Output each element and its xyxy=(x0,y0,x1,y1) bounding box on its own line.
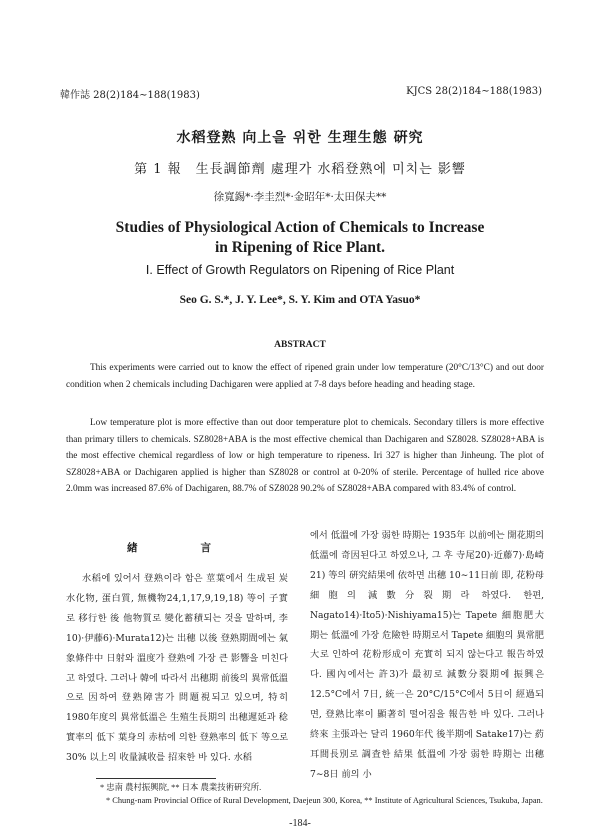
footnote-divider xyxy=(96,778,216,779)
english-subtitle: Ⅰ. Effect of Growth Regulators on Ripening of Rice Plant xyxy=(145,263,455,277)
footnotes xyxy=(100,782,550,807)
journal-citation-right: KJCS 28(2)184∼188(1983) xyxy=(406,86,542,97)
introduction-left-column: 水稻에 있어서 登熟이라 함은 莖葉에서 生成된 炭水化物, 蛋白質, 無機物24,1,17,9,19,18) 等이 子實로 移行한 後 他物質로 變化蓄積되는 것을 말하며, 李10)·伊藤6)·Murata12)는 出穗 以後 登熟期間에는 氣象條件中 日射와 溫度가 登熟에 가장 큰 影響을 미친다고 하였다. 그러나 韓에 따라서 出穗期 前後의 異常低溫으로 因하여 登熟障害가 問題視되고 있으며, 特히 1980年度의 異常低溫은 生殖生長期의 出穗遲延과 稔實率의 低下 葉身의 赤枯에 의한 登熟率의 低下 等으로 30% 以上의 收量減收를 招來한 바 있다. 水稻 xyxy=(66,573,288,764)
abstract-paragraph-1: This experiments were carried out to know the effect of ripened grain under low temperature (20°C/13°C) and out door condition when 2 chemicals including Dachigaren were applied at 7-8 days before heading and heading stage. xyxy=(66,363,544,390)
footnote-english: * Chung-nam Provincial Office of Rural Development, Daejeun 300, Korea, ** Institute of Agricultural Sciences, Tsukuba, Japan. xyxy=(106,795,543,805)
abstract-heading: ABSTRACT xyxy=(274,340,326,350)
journal-citation-left: 韓作誌 28(2)184∼188(1983) xyxy=(60,90,200,101)
introduction-right-column: 에서 低溫에 가장 弱한 時期는 1935年 以前에는 開花期의 低溫에 奇因된다고 하였으나, 그 후 寺尾20)·近藤7)·島崎21) 等의 硏究結果에 依하면 出穗 10∼11日前 即, 花粉母細胞의 減數分裂期라 하였다. 한편, Nagato14)·Ito5)·Nishiyama15)는 Tapete 細胞肥大期는 低溫에 가장 危險한 時期로서 Tapete 細胞의 異常肥大로 인하여 花粉形成이 充實히 되지 않는다고 報告하였다. 國內에서는 許3)가 最初로 減數分裂期에 振興은 12.5°C에서 7日, 統一은 20°C/15°C에서 5日이 經過되면, 登熟比率이 顯著히 떨어짐을 報告한 바 있다. 그러나 終來 主張과는 달리 1960年代 後半期에 Satake17)는 葯耳間長別로 調査한 結果 低溫에 가장 弱한 時期는 出穗 7∼8日 前의 小 xyxy=(310,530,544,780)
page-number: -184- xyxy=(289,818,311,829)
abstract-paragraph-2: Low temperature plot is more effective than out door temperature plot to chemicals. Secondary tillers is more effective than primary tillers to chemicals. SZ8028+ABA is the most effective chemical than Dachigaren and SZ8028. SZ8028+ABA is the most effective chemical regardless of low or high temperature to ripeness. Iri 327 is higher than Jinheung. The plot of SZ8028+ABA or Dachigaren applied is higher than SZ8028 or control at 0-20% of sterile. Percentage of hulled rice above 2.0mm was increased 87.6% of Dachigaren, 88.7% of SZ8028 90.2% of SZ8028+ABA compared with 83.4% of control. xyxy=(66,418,544,495)
korean-title: 水稻登熟 向上을 위한 生理生態 硏究 xyxy=(176,130,424,146)
korean-subtitle: 第 1 報 生長調節劑 處理가 水稻登熟에 미치는 影響 xyxy=(134,162,466,177)
english-title-line-2: in Ripening of Rice Plant. xyxy=(214,239,386,256)
introduction-heading: 緖 言 xyxy=(127,542,225,554)
english-authors: Seo G. S.*, J. Y. Lee*, S. Y. Kim and OTA Yasuo* xyxy=(179,294,421,306)
footnote-korean: * 忠南 農村振興院, ** 日本 農業技術硏究所. xyxy=(100,783,262,792)
english-title-line-1: Studies of Physiological Action of Chemicals to Increase xyxy=(115,219,485,236)
korean-authors: 徐寬錫*·李圭烈*·金昭年*·太田保夫** xyxy=(213,191,387,203)
english-title xyxy=(0,218,600,258)
